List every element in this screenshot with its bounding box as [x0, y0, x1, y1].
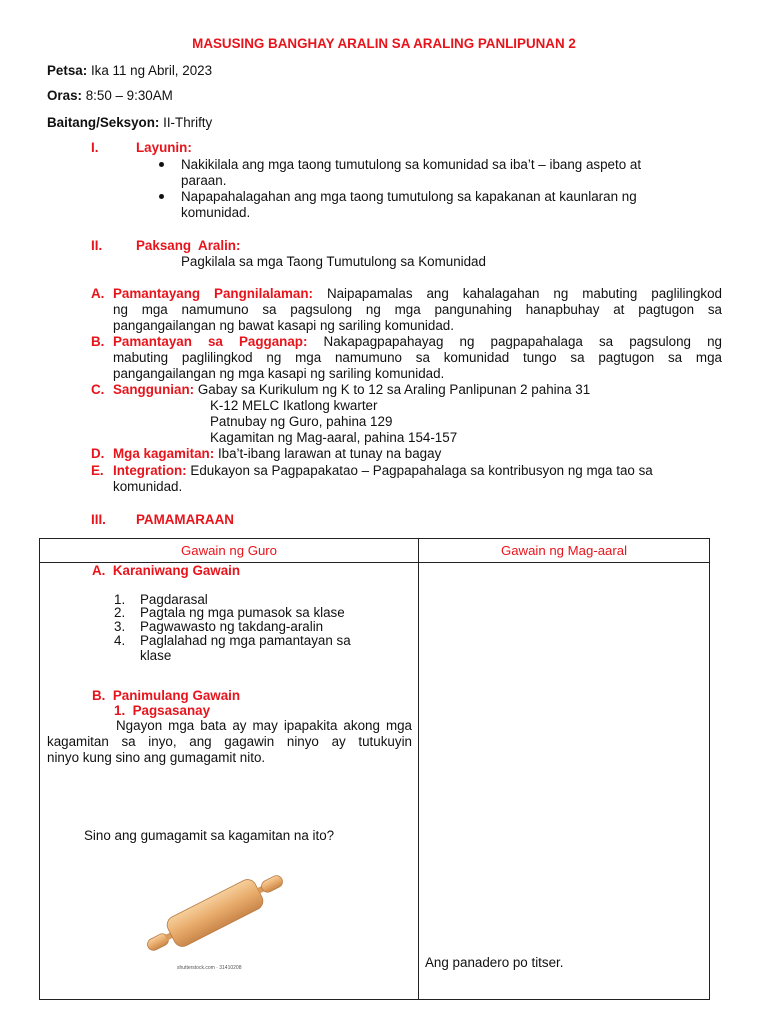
- section-d-letter: D.: [91, 446, 105, 461]
- guro-cell: [40, 563, 419, 1000]
- item-1-text: Pagdarasal: [140, 592, 208, 607]
- layunin-bullet-2-line-2: komunidad.: [181, 205, 251, 220]
- image-watermark: shutterstock.com · 31410208: [177, 965, 242, 971]
- section-d-text: Iba’t-ibang larawan at tunay na bagay: [217, 446, 442, 461]
- bullet-icon: [159, 162, 164, 167]
- section-a-text-1: Naipapamalas ang kahalagahan ng mabuting paglilingkod: [326, 286, 722, 301]
- item-4-number: 4.: [114, 633, 126, 648]
- student-answer: Ang panadero po titser.: [425, 955, 564, 970]
- baitang-label: Baitang/Seksyon:: [47, 115, 160, 130]
- section-d-label: Mga kagamitan:: [113, 446, 215, 461]
- item-4-text: Paglalahad ng mga pamantayan sa: [140, 633, 351, 648]
- table-header-row: [40, 539, 710, 563]
- item-1-number: 1.: [114, 592, 126, 607]
- petsa-label: Petsa:: [47, 63, 88, 78]
- header-gawain-mag-aaral: Gawain ng Mag-aaral: [419, 539, 710, 563]
- section-a-line-3: pangangailangan ng bawat kasapi ng sariling komunidad.: [113, 318, 454, 333]
- section-d-line: [113, 446, 441, 462]
- section-c-letter: C.: [91, 382, 105, 397]
- section-b-line-2: mabuting paglilingkod ng mga namumuno sa komunidad tungo sa pagtugon sa mga: [113, 350, 722, 365]
- oras-line: [47, 88, 173, 104]
- layunin-heading: Layunin:: [136, 140, 192, 155]
- pamamaraan-heading: PAMAMARAAN: [136, 512, 234, 527]
- baitang-value: II-Thrifty: [163, 115, 213, 130]
- section-a-label: Pamantayang Pangnilalaman:: [113, 286, 313, 301]
- item-4-text-line-2: klase: [140, 648, 172, 663]
- oras-label: Oras:: [47, 88, 82, 103]
- header-gawain-guro: Gawain ng Guro: [40, 539, 419, 563]
- mag-aaral-cell: [419, 563, 710, 1000]
- section-e-line-2: komunidad.: [113, 479, 183, 494]
- section-c-ref-2: K-12 MELC Ikatlong kwarter: [210, 398, 378, 413]
- section-c-ref-1: Gabay sa Kurikulum ng K to 12 sa Araling Panlipunan 2 pahina 31: [197, 382, 591, 397]
- petsa-value: Ika 11 ng Abril, 2023: [90, 63, 213, 78]
- section-c-line-1: [113, 382, 590, 398]
- section-a-letter: A.: [91, 286, 105, 301]
- panimulang-gawain-heading: B. Panimulang Gawain: [92, 688, 241, 703]
- paksa-heading: Paksang Aralin:: [136, 238, 241, 253]
- petsa-line: [47, 63, 212, 79]
- layunin-bullet-1-line-2: paraan.: [181, 173, 227, 188]
- procedure-table: [39, 538, 710, 1000]
- section-b-letter: B.: [91, 334, 105, 349]
- item-2-text: Pagtala ng mga pumasok sa klase: [140, 605, 345, 620]
- section-e-line-1: [113, 463, 653, 479]
- item-3-text: Pagwawasto ng takdang-aralin: [140, 619, 324, 634]
- paksa-number: II.: [91, 238, 103, 253]
- layunin-bullet-2-line-1: Napapahalagahan ang mga taong tumutulong sa kapakanan at kaunlaran ng: [181, 189, 637, 204]
- paragraph-line-1: Ngayon mga bata ay may ipapakita akong mga: [116, 718, 412, 733]
- section-c-ref-4: Kagamitan ng Mag-aaral, pahina 154-157: [210, 430, 458, 445]
- page-title: MASUSING BANGHAY ARALIN SA ARALING PANLIPUNAN 2: [192, 36, 576, 51]
- section-b-line-1: [113, 334, 722, 350]
- paragraph-line-3: ninyo kung sino ang gumagamit nito.: [47, 750, 266, 765]
- oras-value: 8:50 – 9:30AM: [85, 88, 173, 103]
- baitang-line: [47, 115, 212, 131]
- item-2-number: 2.: [114, 605, 126, 620]
- section-a-line-2: ng mga namumuno sa pagsulong ng mga pangunahing hanapbuhay at pagtugon sa: [113, 302, 722, 317]
- layunin-number: I.: [91, 140, 99, 155]
- section-e-text-1: Edukayon sa Pagpapakatao – Pagpapahalaga sa kontribusyon ng mga tao sa: [190, 463, 653, 478]
- rolling-pin-image: [140, 873, 290, 953]
- section-c-label: Sanggunian:: [113, 382, 195, 397]
- paksa-text: Pagkilala sa mga Taong Tumutulong sa Komunidad: [181, 254, 486, 269]
- section-e-letter: E.: [91, 463, 104, 478]
- section-e-label: Integration:: [113, 463, 187, 478]
- layunin-bullet-1-line-1: Nakikilala ang mga taong tumutulong sa komunidad sa iba’t – ibang aspeto at: [181, 157, 642, 172]
- karaniwang-gawain-heading: A. Karaniwang Gawain: [92, 563, 241, 578]
- bullet-icon: [159, 194, 164, 199]
- section-b-line-3: pangangailangan ng mga kasapi ng sariling komunidad.: [113, 366, 445, 381]
- pagsasanay-heading: 1. Pagsasanay: [114, 703, 211, 718]
- item-3-number: 3.: [114, 619, 126, 634]
- section-b-label: Pamantayan sa Pagganap:: [113, 334, 308, 349]
- section-a-line-1: [113, 286, 722, 302]
- question-text: Sino ang gumagamit sa kagamitan na ito?: [84, 828, 335, 843]
- section-c-ref-3: Patnubay ng Guro, pahina 129: [210, 414, 393, 429]
- pamamaraan-number: III.: [91, 512, 106, 527]
- paragraph-line-2: kagamitan sa inyo, ang gagawin ninyo ay tutukuyin: [47, 734, 412, 749]
- table-row: [40, 563, 710, 1000]
- section-b-text-1: Nakapagpapahayag ng pagpapahalaga sa pagsulong ng: [323, 334, 722, 349]
